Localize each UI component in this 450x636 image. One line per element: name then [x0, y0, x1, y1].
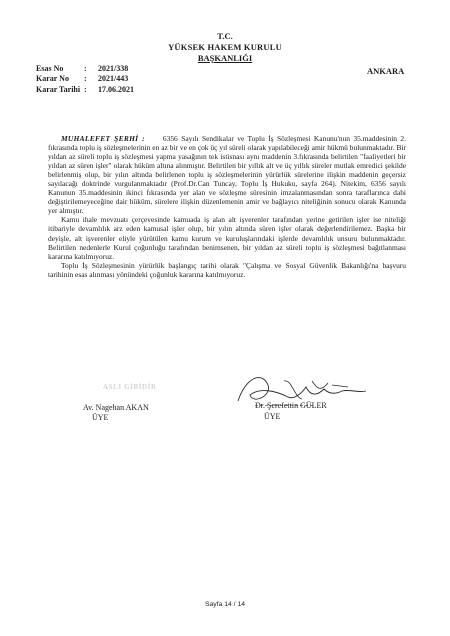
- certified-stamp: ASLI GİBİDİR: [103, 383, 157, 391]
- meta-label: Karar Tarihi: [36, 85, 81, 94]
- signatory-1-title: ÜYE: [92, 413, 109, 422]
- meta-label: Esas No: [36, 64, 64, 73]
- header-institution: YÜKSEK HAKEM KURULU: [168, 42, 282, 52]
- page-footer: Sayfa 14 / 14: [204, 601, 246, 608]
- meta-value: 17.06.2021: [98, 85, 134, 94]
- meta-decision-no: Karar No : 2021/443: [36, 74, 129, 83]
- meta-value: 2021/443: [98, 74, 129, 83]
- signatory-2-title: ÜYE: [264, 412, 281, 421]
- paragraph-3: Toplu İş Sözleşmesinin yürürlük başlangıç tarihi olarak "Çalışma ve Sosyal Güvenlik Bakanlığı'na başvuru tarihinin esas alınması yönündeki çoğunluk kararına katılmıyoruz.: [48, 260, 406, 279]
- header-tc: T.C.: [217, 31, 233, 41]
- signatory-1-name: Av. Nagehan AKAN: [83, 403, 149, 412]
- paragraph-2: Kamu ihale mevzuatı çerçevesinde kamuada iş alan alt işverenler tarafından yerine getirilen işler ise niteliği itibariyle devamlılık arz eden kamusal işler olup, bir yılın altında süren işler olarak değerlendirilemez. Başka bir deyişle, alt işverenler eliyle yürütülen kamu kurum ve kuruluşlarındaki işlerde devamlılık unsuru bulunmaktadır. Belirtilen nedenlerle Kurul çoğunluğu tarafından benimsenen, bir yıldan az süreli toplu iş sözleşmesi bağıtlanması kararına katılmıyoruz.: [48, 215, 406, 261]
- meta-decision-date: Karar Tarihi : 17.06.2021: [36, 85, 134, 94]
- paragraph-1-text: 6356 Sayılı Sendikalar ve Toplu İş Sözleşmesi Kanunu'nun 35.maddesinin 2. fıkrasında toplu iş sözleşmelerinin en az bir ve en çok üç yıl süreli olarak yapılabileceği amir hükmü bulunmaktadır. Bir yıldan az süreli toplu iş sözleşmesi yapma yasağının tek istisnası aynı maddenin 3.fıkrasında belirtilen "faaliyetleri bir yıldan az süren işler" olarak hüküm altına alınmıştır. Belirtilen bir yıllık alt ve üç yıllık süreler mutlak emredici şekilde belirlenmiş olup, bir yılın altında belirlenen toplu iş sözleşmelerinin yürürlük sürelerine ilişkin maddenin geçersiz sayılacağı doktrinde vurgulanmaktadır (Prof.Dr.Can Tuncay, Toplu İş Hukuku, sayfa 264). Nitekim, 6356 sayılı Kanunun 35.maddesinin ikinci fıkrasında yer alan ve sözleşme süresinin imzalanmasından sonra taraflarınca dahi değiştirilemeyeceğine dair hüküm, sürelere ilişkin düzenlemenin amir ve bağlayıcı niteliğinin sonucu olarak Kanunda yer almıştır.: [48, 134, 407, 216]
- paragraph-1: [48, 134, 406, 215]
- dissent-body: [48, 134, 406, 279]
- dissent-title: MUHALEFET ŞERHİ :: [61, 134, 145, 143]
- signatory-2-name: Dr. Şerefettin GÜLER: [255, 401, 327, 410]
- city: ANKARA: [367, 66, 405, 76]
- header-office: BAŞKANLIĞI: [197, 53, 253, 63]
- meta-value: 2021/338: [98, 64, 129, 73]
- meta-label: Karar No: [36, 74, 69, 83]
- meta-case-no: Esas No : 2021/338: [36, 64, 129, 73]
